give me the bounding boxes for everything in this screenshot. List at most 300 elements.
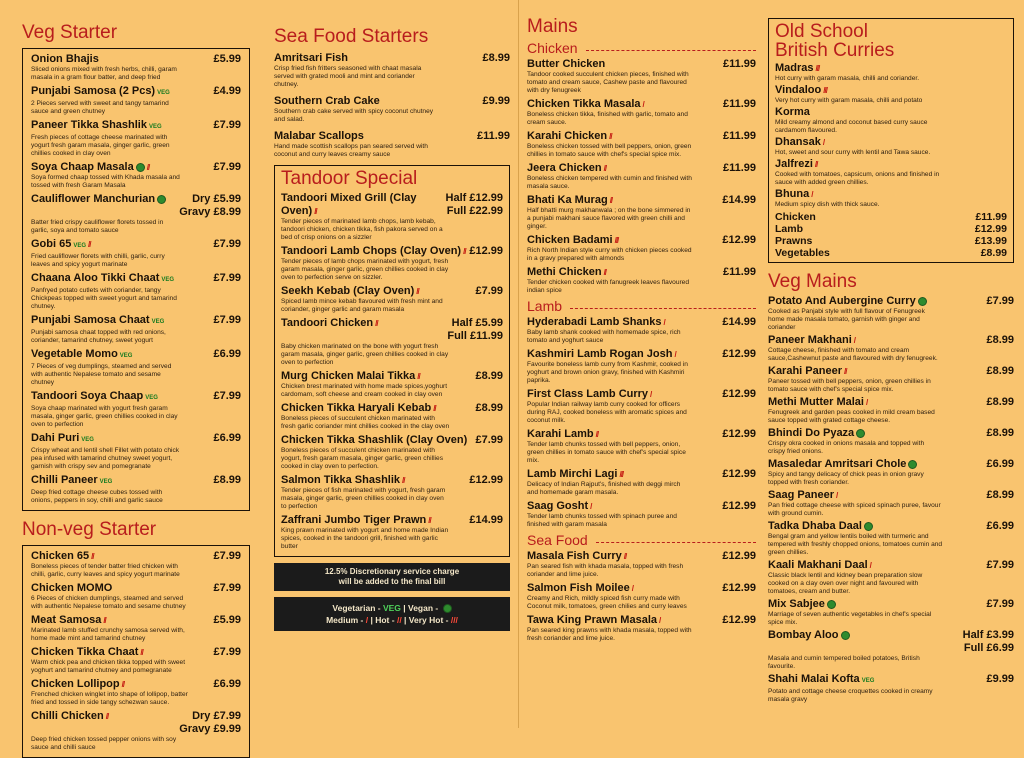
legend-vegetarian-label: Vegetarian - — [332, 603, 383, 613]
menu-item-soya-chaap-masala — [31, 161, 241, 190]
menu-item-name: Chicken Badami — [527, 234, 613, 246]
menu-item-name: Tandoori Chicken — [281, 317, 374, 329]
menu-item-description: Tandoor cooked succulent chicken pieces, finished with tomato and cream sauce, Cashew paste and flavoured with dry fenugreek — [527, 71, 689, 94]
menu-item-name: Mix Sabjee — [768, 598, 825, 610]
menu-item-row — [31, 474, 241, 489]
menu-item-title — [274, 52, 348, 65]
menu-item-row — [527, 130, 756, 143]
menu-item-price: £11.99 — [722, 266, 756, 278]
menu-item-description: Soya chaap marinated with yogurt fresh garam masala, ginger garlic, green chillies cooked in clay oven to perfection — [31, 405, 178, 428]
menu-item-row — [31, 314, 241, 329]
chili-spice-icon: /// — [619, 470, 624, 479]
menu-item-tandoori-soya-chaap — [31, 390, 241, 429]
menu-item-row — [281, 192, 503, 218]
menu-item-price: £12.99 — [722, 234, 756, 246]
menu-item-row — [527, 98, 756, 111]
menu-item-vindaloo — [775, 84, 1007, 105]
menu-item-title — [281, 514, 431, 527]
menu-item-chicken-momo — [31, 582, 241, 611]
menu-item-row — [31, 550, 241, 563]
menu-item-title — [768, 673, 874, 688]
menu-item-name: Methi Chicken — [527, 266, 602, 278]
menu-item-title — [768, 458, 917, 471]
menu-item-chicken-tikka-shashlik-clay-oven — [281, 434, 503, 471]
menu-item-row — [768, 334, 1014, 347]
menu-item-title — [281, 370, 420, 383]
seafood-starters-heading: Sea Food Starters — [274, 26, 429, 47]
menu-item-title — [527, 348, 676, 361]
old-school-heading-2: British Curries — [775, 40, 895, 61]
veg-starter-heading: Veg Starter — [22, 22, 118, 43]
chili-spice-icon: // — [603, 164, 607, 173]
menu-item-row — [31, 390, 241, 405]
chili-spice-icon: / — [853, 336, 855, 345]
menu-item-title — [527, 468, 623, 481]
veg-tag: VEG — [157, 90, 170, 96]
menu-item-description: Southern crab cake served with spicy coconut chutney and salad. — [274, 108, 434, 123]
menu-item-jeera-chicken — [527, 162, 756, 191]
menu-item-chilli-paneer — [31, 474, 241, 505]
menu-item-title — [527, 614, 660, 627]
menu-item-price: £6.99 — [213, 348, 241, 360]
menu-item-description: Marinated lamb stuffed crunchy samosa served with, home made mint and tamarind chutney — [31, 627, 185, 642]
menu-item-description: Classic black lentil and kidney bean preparation slow cooked on a clay oven over night and favoured with tomatoes, cream and butter. — [768, 572, 923, 595]
curry-protein-price: £13.99 — [974, 235, 1007, 247]
menu-item-row — [274, 95, 510, 108]
legend-medium-label: Medium - — [326, 615, 366, 625]
menu-item-price: £5.99 — [213, 614, 241, 626]
menu-item-title — [281, 192, 446, 218]
legend-vegan-label: | Vegan - — [400, 603, 441, 613]
menu-item-description: 2 Pieces served with sweet and tangy tamarind sauce and green chutney — [31, 100, 169, 115]
menu-item-description: Boneless pieces of tender batter fried chicken with chilli, garlic, curry leaves and spicy yogurt marinate — [31, 563, 180, 578]
menu-item-row — [527, 266, 756, 279]
chili-spice-icon: /// — [823, 86, 827, 95]
menu-item-price: £8.99 — [482, 52, 510, 64]
menu-item-description: Creamy and Rich, mildly spiced fish curry made with Coconut milk, tomatoes, green chilies and curry leaves — [527, 595, 687, 610]
legend-very-hot-label: | Very Hot - — [401, 615, 451, 625]
curry-price-row-vegetables — [775, 247, 1007, 259]
menu-item-name: Bhati Ka Murag — [527, 194, 608, 206]
menu-item-name: Karahi Chicken — [527, 130, 608, 142]
menu-item-description: Crispy wheat and lentil shell Fillet with potato chick pea infused with tamarind chutney sweet yogurt, garnish with crispy sev and pomegranate — [31, 447, 180, 470]
menu-item-masaledar-amritsari-chole — [768, 458, 1014, 487]
menu-item-row — [527, 388, 756, 401]
menu-item-title — [527, 388, 651, 401]
veg-tag: VEG — [73, 243, 87, 249]
menu-item-description: Hot, sweet and sour curry with lentil and Tawa sauce. — [775, 149, 931, 156]
menu-item-description: Spiced lamb mince kebab flavoured with fresh mint and coriander, ginger garlic and garam masala — [281, 298, 443, 313]
menu-item-row — [281, 514, 503, 527]
chili-spice-icon: // — [609, 132, 612, 141]
menu-item-bhuna — [775, 188, 1007, 209]
curry-protein-price: £8.99 — [980, 247, 1007, 259]
menu-item-name: Saag Gosht — [527, 500, 589, 512]
menu-item-row — [281, 474, 503, 487]
menu-item-name: Chicken Tikka Shashlik (Clay Oven) — [281, 434, 468, 446]
menu-item-description: Baby chicken marinated on the bone with yogurt fresh garam masala, ginger garlic, green chillies cooked in clay oven to perfection — [281, 343, 449, 366]
menu-item-title — [768, 365, 846, 378]
lamb-list — [527, 316, 756, 529]
menu-item-potato-and-aubergine-curry — [768, 295, 1014, 332]
menu-item-price: £8.99 — [986, 334, 1014, 346]
curry-protein-name: Prawns — [775, 235, 813, 247]
menu-item-price: Dry £7.99 Gravy £9.99 — [179, 710, 241, 735]
menu-item-southern-crab-cake — [274, 95, 510, 124]
menu-item-korma — [775, 106, 1007, 135]
menu-item-row — [775, 188, 1007, 201]
chili-spice-icon: // — [105, 712, 109, 721]
menu-item-price: £5.99 — [213, 53, 241, 65]
seafood-starters-list — [274, 52, 510, 159]
menu-item-row — [31, 432, 241, 447]
menu-item-row — [768, 559, 1014, 572]
menu-item-row — [31, 678, 241, 691]
menu-item-row — [31, 193, 241, 219]
menu-item-chicken-65 — [31, 550, 241, 579]
menu-item-price: £7.99 — [475, 285, 503, 297]
menu-item-row — [768, 458, 1014, 471]
menu-item-title — [527, 428, 598, 441]
menu-item-description: Rich North Indian style curry with chicken pieces cooked in a gravy prepared with almonds — [527, 247, 692, 262]
menu-item-title — [527, 162, 606, 175]
chili-spice-icon: // — [417, 372, 420, 381]
menu-item-vegetable-momo — [31, 348, 241, 387]
menu-item-row — [768, 598, 1014, 611]
menu-item-price: £7.99 — [986, 559, 1014, 571]
menu-item-row — [527, 234, 756, 247]
menu-item-price: £6.99 — [986, 520, 1014, 532]
divider — [596, 542, 756, 543]
diet-spice-legend — [274, 597, 510, 631]
menu-item-name: Shahi Malai Kofta — [768, 673, 860, 685]
menu-item-saag-paneer — [768, 489, 1014, 518]
menu-item-name: Soya Chaap Masala — [31, 161, 134, 173]
menu-item-punjabi-samosa-chaat — [31, 314, 241, 345]
menu-item-name: Punjabi Samosa Chaat — [31, 314, 150, 326]
menu-item-salmon-fish-moilee — [527, 582, 756, 611]
menu-item-price: £8.99 — [986, 365, 1014, 377]
curry-protein-price: £12.99 — [974, 223, 1007, 235]
menu-item-price: £12.99 — [722, 550, 756, 562]
menu-item-name: Jeera Chicken — [527, 162, 602, 174]
menu-item-title — [281, 474, 404, 487]
chili-spice-icon: // — [314, 207, 317, 216]
menu-item-row — [274, 52, 510, 65]
menu-item-row — [768, 629, 1014, 655]
menu-item-kaali-makhani-daal — [768, 559, 1014, 596]
menu-item-title — [31, 390, 158, 405]
column-seafood-tandoor — [258, 0, 518, 728]
menu-item-description: Medium spicy dish with thick sauce. — [775, 201, 880, 208]
menu-item-description: Bengal gram and yellow lentils boiled with turmeric and tempered with freshly chopped onions, tomatoes cumin and green chillies. — [768, 533, 943, 556]
menu-item-row — [31, 272, 241, 287]
menu-item-row — [31, 85, 241, 100]
menu-item-description: 6 Pieces of chicken dumplings, steamed and served with authentic Nepalese tomato and sesame chutney — [31, 595, 186, 610]
menu-item-row — [281, 245, 503, 258]
menu-item-row — [768, 365, 1014, 378]
menu-item-paneer-makhani — [768, 334, 1014, 363]
menu-item-masala-fish-curry — [527, 550, 756, 579]
menu-item-row — [768, 396, 1014, 409]
menu-item-lamb-mirchi-lagi — [527, 468, 756, 497]
menu-item-tadka-dhaba-daal — [768, 520, 1014, 557]
menu-item-row — [527, 550, 756, 563]
menu-item-bombay-aloo — [768, 629, 1014, 671]
menu-item-price: £7.99 — [213, 314, 241, 326]
menu-item-price: Half £12.99 Full £22.99 — [445, 192, 503, 217]
menu-item-price: £11.99 — [476, 130, 510, 142]
menu-item-title — [31, 238, 90, 253]
menu-item-price: £7.99 — [213, 161, 241, 173]
menu-item-row — [527, 194, 756, 207]
menu-item-name: Onion Bhajis — [31, 53, 99, 65]
menu-item-price: £12.99 — [722, 500, 756, 512]
vegan-leaf-icon — [864, 522, 873, 531]
menu-item-description: Cooked with tomatoes, capsicum, onions and finished in sauce with added green chillies. — [775, 171, 940, 186]
legend-veg-tag: VEG — [382, 603, 401, 613]
menu-item-title — [31, 193, 166, 206]
menu-item-tandoori-mixed-grill-clay-oven — [281, 192, 503, 242]
menu-item-price: £7.99 — [213, 582, 241, 594]
menu-item-description: Masala and cumin tempered boiled potatoes, British favourite. — [768, 655, 920, 670]
menu-item-row — [281, 434, 503, 447]
tandoor-special-box — [274, 165, 510, 557]
menu-item-title — [527, 98, 644, 111]
menu-item-saag-gosht — [527, 500, 756, 529]
menu-item-name: Chicken 65 — [31, 550, 90, 562]
vegan-leaf-icon — [856, 429, 865, 438]
menu-item-description: Tender pieces of fish marinated with yogurt, fresh garam masala, ginger garlic, green chillies cooked in clay oven to perfection — [281, 487, 446, 510]
menu-item-name: Dhansak — [775, 136, 821, 148]
menu-item-row — [31, 710, 241, 736]
vegan-leaf-icon — [827, 600, 836, 609]
chili-spice-icon: // — [375, 319, 378, 328]
old-school-price-list — [775, 211, 1007, 259]
menu-item-price: £11.99 — [722, 58, 756, 70]
menu-item-price: £8.99 — [986, 396, 1014, 408]
menu-item-name: Chicken MOMO — [31, 582, 113, 594]
menu-item-price: £8.99 — [986, 489, 1014, 501]
menu-item-punjabi-samosa-2-pcs — [31, 85, 241, 116]
menu-item-description: Boneless chicken tossed with bell peppers, onion, green chillies in tomato sauce with chef's special spice mix. — [527, 143, 692, 158]
legend-hot-chili-icon: // — [396, 615, 402, 625]
menu-item-karahi-lamb — [527, 428, 756, 465]
menu-item-row — [31, 582, 241, 595]
menu-item-name: First Class Lamb Curry — [527, 388, 649, 400]
menu-item-price: £4.99 — [213, 85, 241, 97]
menu-item-name: Paneer Tikka Shashlik — [31, 119, 147, 131]
menu-item-chaana-aloo-tikki-chaat — [31, 272, 241, 311]
menu-item-description: Mild creamy almond and coconut based curry sauce cardamom flavoured. — [775, 119, 928, 134]
menu-item-row — [527, 582, 756, 595]
menu-item-description: Batter fried crispy cauliflower florets tossed in garlic, soya and tomato sauce — [31, 219, 164, 234]
veg-mains-heading: Veg Mains — [768, 271, 857, 292]
chili-spice-icon: /// — [815, 64, 820, 73]
menu-item-paneer-tikka-shashlik — [31, 119, 241, 158]
menu-item-row — [31, 119, 241, 134]
menu-item-row — [527, 58, 756, 71]
menu-item-price: £12.99 — [469, 474, 503, 486]
menu-item-dahi-puri — [31, 432, 241, 471]
veg-tag: VEG — [99, 479, 113, 485]
chili-spice-icon: / — [674, 350, 676, 359]
menu-item-description: Very hot curry with garam masala, chilli and potato — [775, 97, 923, 104]
chili-spice-icon: // — [623, 552, 627, 561]
menu-item-kashmiri-lamb-rogan-josh — [527, 348, 756, 385]
menu-item-title — [281, 317, 378, 330]
menu-item-title — [527, 550, 626, 563]
menu-item-name: Potato And Aubergine Curry — [768, 295, 916, 307]
curry-protein-name: Vegetables — [775, 247, 830, 259]
menu-item-row — [281, 317, 503, 343]
menu-item-name: Bhuna — [775, 188, 810, 200]
menu-item-price: £8.99 — [475, 402, 503, 414]
menu-item-name: Vindaloo — [775, 84, 822, 96]
menu-item-price: £9.99 — [482, 95, 510, 107]
chili-spice-icon: / — [659, 616, 661, 625]
menu-item-amritsari-fish — [274, 52, 510, 89]
menu-item-description: King prawn marinated with yogurt and home made Indian spices, cooked in the tandoori grill, finished with garlic butter — [281, 527, 449, 550]
service-charge-notice — [274, 563, 510, 591]
menu-item-tawa-king-prawn-masala — [527, 614, 756, 643]
chili-spice-icon: / — [650, 390, 652, 399]
menu-item-title — [31, 710, 108, 723]
menu-item-row — [31, 646, 241, 659]
menu-item-name: Paneer Makhani — [768, 334, 852, 346]
menu-item-price: £7.99 — [986, 598, 1014, 610]
chili-spice-icon: // — [609, 196, 613, 205]
menu-item-row — [768, 673, 1014, 688]
veg-starter-list — [22, 48, 250, 511]
chili-spice-icon: / — [590, 502, 592, 511]
menu-item-madras — [775, 62, 1007, 83]
menu-item-title — [775, 106, 810, 119]
veg-tag: VEG — [119, 353, 133, 359]
menu-item-description: Delicacy of Indian Rajput's, finished with deggi mirch and homemade garam masala. — [527, 481, 681, 496]
menu-item-name: Malabar Scallops — [274, 130, 364, 142]
veg-tag: VEG — [145, 395, 158, 401]
menu-item-title — [527, 58, 605, 71]
menu-item-price: £6.99 — [986, 458, 1014, 470]
menu-item-title — [274, 130, 364, 143]
menu-item-shahi-malai-kofta — [768, 673, 1014, 704]
chili-spice-icon: // — [416, 287, 419, 296]
menu-item-description: Baby lamb shank cooked with homemade spice, rich tomato and yoghurt sauce — [527, 329, 681, 344]
chili-spice-icon: /// — [614, 236, 619, 245]
menu-item-description: Potato and cottage cheese croquettes cooked in creamy masala gravy — [768, 688, 933, 703]
menu-item-title — [775, 136, 824, 149]
menu-item-chicken-tikka-chaat — [31, 646, 241, 675]
menu-item-title — [281, 245, 466, 258]
menu-item-title — [768, 427, 865, 440]
menu-item-bhati-ka-murag — [527, 194, 756, 231]
menu-item-title — [31, 678, 124, 691]
menu-item-description: Boneless chicken tempered with cumin and finished with masala sauce. — [527, 175, 692, 190]
menu-item-description: Cottage cheese, finished with tomato and cream sauce,Cashewnut paste and flavoured with dry fenugreek. — [768, 347, 938, 362]
menu-item-name: Karahi Lamb — [527, 428, 594, 440]
menu-item-row — [527, 316, 756, 329]
menu-item-title — [768, 520, 873, 533]
menu-item-description: Marriage of seven authentic vegetables in chef's special spice mix. — [768, 611, 932, 626]
menu-item-jalfrezi — [775, 158, 1007, 187]
menu-item-seekh-kebab-clay-oven — [281, 285, 503, 314]
menu-item-title — [768, 629, 850, 642]
menu-item-description: Pan fried cottage cheese with spiced spinach puree, favour with ground cumin. — [768, 502, 941, 517]
menu-item-first-class-lamb-curry — [527, 388, 756, 425]
menu-item-price: £7.99 — [213, 646, 241, 658]
menu-item-price: £7.99 — [213, 550, 241, 562]
menu-item-name: Kashmiri Lamb Rogan Josh — [527, 348, 673, 360]
menu-item-row — [527, 348, 756, 361]
lamb-subheading-label: Lamb — [527, 298, 563, 314]
menu-item-name: Masaledar Amritsari Chole — [768, 458, 907, 470]
menu-item-chicken-badami — [527, 234, 756, 263]
seafood-subheading — [527, 532, 756, 548]
menu-item-price: £12.99 — [722, 582, 756, 594]
menu-item-price: £7.99 — [213, 119, 241, 131]
chili-spice-icon: // — [603, 268, 607, 277]
chili-spice-icon: / — [869, 561, 871, 570]
menu-item-row — [281, 285, 503, 298]
menu-item-description: Deep fried chicken tossed pepper onions with soy sauce and chilli sauce — [31, 736, 177, 751]
vegan-leaf-icon — [841, 631, 850, 640]
legend-hot-label: | Hot - — [368, 615, 397, 625]
curry-protein-name: Lamb — [775, 223, 804, 235]
chili-spice-icon: // — [433, 404, 436, 413]
menu-item-description: Tender pieces of lamb chops marinated with yogurt, fresh garam masala, ginger garlic, green chillies cooked in clay oven to perfection serve on sizzler. — [281, 258, 449, 281]
menu-item-name: Dahi Puri — [31, 432, 80, 444]
menu-item-title — [775, 158, 817, 171]
menu-item-description: Boneless chicken tikka, finished with garlic, tomato and cream sauce. — [527, 111, 688, 126]
menu-item-title — [31, 582, 112, 595]
lamb-subheading — [527, 298, 756, 314]
menu-item-price: £12.99 — [722, 614, 756, 626]
menu-item-description: Hand made scottish scallops pan seared served with coconut and curry leaves creamy sauce — [274, 143, 428, 158]
veg-tag: VEG — [81, 437, 94, 443]
menu-item-title — [768, 295, 927, 308]
menu-item-title — [31, 314, 164, 329]
menu-item-row — [527, 614, 756, 627]
menu-item-title — [31, 550, 94, 563]
menu-item-tandoori-lamb-chops-clay-oven — [281, 245, 503, 282]
menu-item-name: Zaffrani Jumbo Tiger Prawn — [281, 514, 427, 526]
menu-item-row — [31, 348, 241, 363]
chicken-list — [527, 58, 756, 295]
menu-item-description: Warm chick pea and chicken tikka topped with sweet yoghurt and tamarind chutney and pomegranate — [31, 659, 186, 674]
menu-item-price: £6.99 — [213, 432, 241, 444]
menu-item-price: Dry £5.99 Gravy £8.99 — [179, 193, 241, 218]
chili-spice-icon: // — [463, 247, 466, 256]
menu-item-description: Pan seared fish with khada masala, topped with fresh coriander and lime juice. — [527, 563, 684, 578]
menu-item-name: Gobi 65 — [31, 238, 72, 250]
legend-medium-chili-icon: / — [365, 615, 369, 625]
menu-item-description: Frenched chicken winglet into shape of lollipop, batter fried and tossed in side tangy schezwan sauce. — [31, 691, 188, 706]
menu-item-hyderabadi-lamb-shanks — [527, 316, 756, 345]
menu-item-mix-sabjee — [768, 598, 1014, 627]
menu-item-name: Lamb Mirchi Lagi — [527, 468, 618, 480]
menu-item-row — [768, 427, 1014, 440]
menu-item-title — [527, 266, 606, 279]
menu-item-name: Salmon Tikka Shashlik — [281, 474, 401, 486]
menu-item-price: Half £5.99 Full £11.99 — [447, 317, 503, 342]
column-starters — [0, 0, 258, 751]
curry-price-row-prawns — [775, 235, 1007, 247]
chili-spice-icon: // — [428, 516, 431, 525]
menu-item-price: £7.99 — [213, 272, 241, 284]
menu-item-name: Madras — [775, 62, 814, 74]
menu-item-title — [527, 500, 591, 513]
